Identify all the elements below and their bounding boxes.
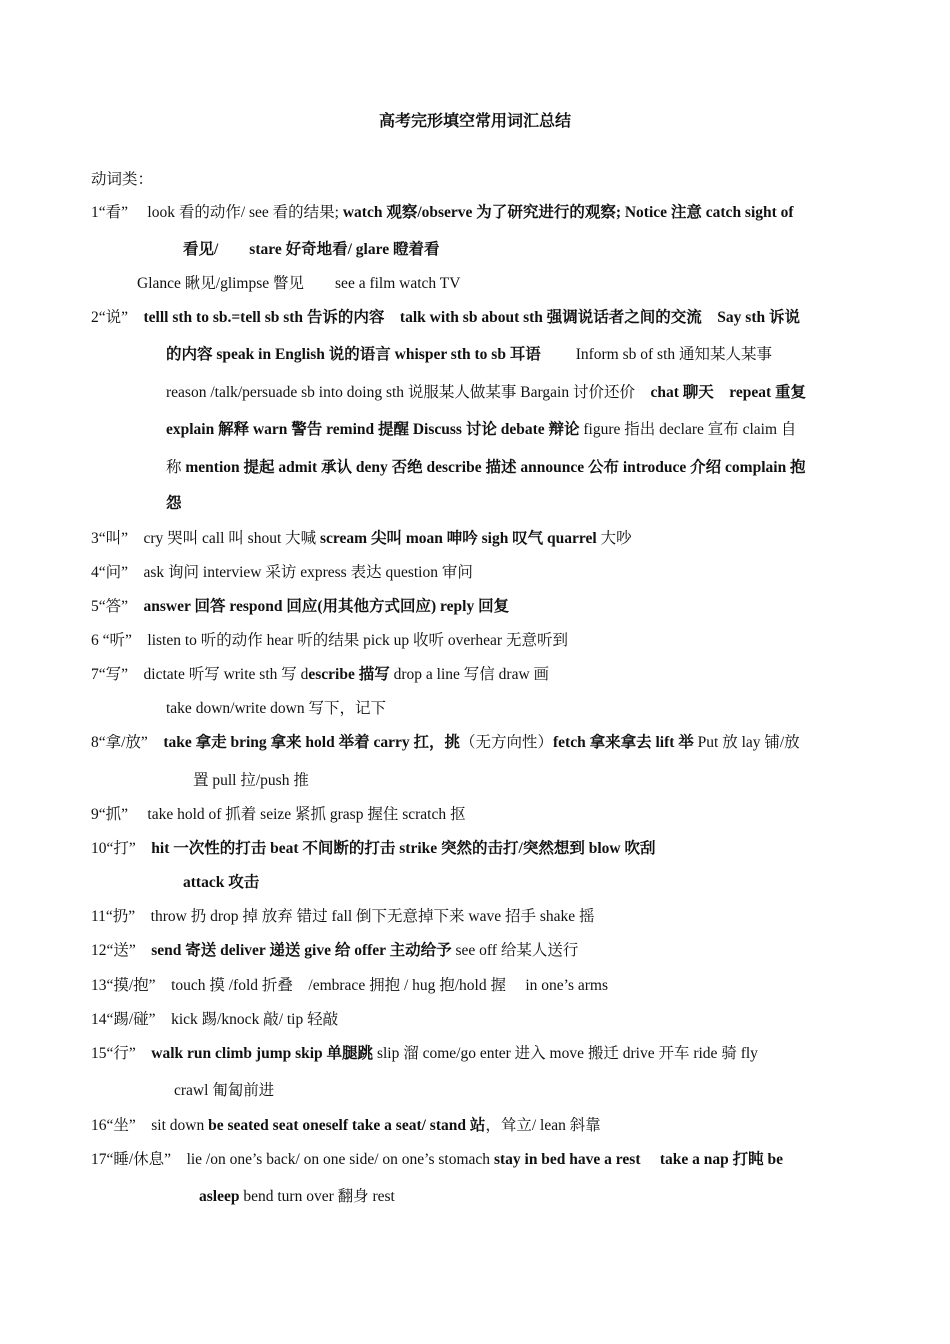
vocab-line [91,529,632,549]
line-text: 11“扔” throw 扔 drop 掉 放弃 错过 fall 倒下无意掉下来 wave 招手 shake 摇 [91,908,595,925]
line-text: Inform sb of sth 通知某人某事 [540,346,773,363]
vocab-line [91,308,800,328]
bold-term: watch 观察/observe 为了研究进行的观察; Notice 注意 catch sight of [342,204,794,221]
vocab-line [166,383,806,403]
line-text: 称 [166,459,186,476]
bold-term: be seated seat oneself take a seat/ stand 站 [208,1117,486,1134]
vocab-line [91,631,568,651]
bold-term: 的内容 speak in English 说的语言 whisper sth to sb 耳语 [166,346,541,363]
line-text: Glance 瞅见/glimpse 瞥见 see a film watch TV [137,275,461,292]
vocab-line [91,839,655,859]
vocab-line [91,907,595,927]
line-text: drop a line 写信 draw 画 [389,666,550,683]
line-text: 16“坐” sit down [91,1117,209,1134]
vocab-line [91,805,465,825]
bold-term: fetch 拿来拿去 lift 举 [553,734,694,751]
line-text: 4“问” ask 询问 interview 采访 express 表达 question 审问 [91,564,473,581]
line-text: reason /talk/persuade sb into doing sth 说服某人做某事 Bargain 讨价还价 [166,384,651,401]
bold-term: 看见/ stare 好奇地看/ glare 瞪着看 [183,241,440,258]
line-text: 1“看” look 看的动作/ see 看的结果; [91,204,343,221]
line-text: bend turn over 翻身 rest [239,1188,395,1205]
vocab-line [91,563,473,583]
line-text: 大吵 [596,530,632,547]
bold-term: send 寄送 deliver 递送 give 给 offer 主动给予 [151,942,452,959]
bold-term: attack 攻击 [183,874,260,891]
line-text: 10“打” [91,840,152,857]
line-text: 8“拿/放” [91,734,164,751]
line-text: 17“睡/休息” lie /on one’s back/ on one side/ on one’s stomach [91,1151,494,1168]
line-text: 14“踢/碰” kick 踢/knock 敲/ tip 轻敲 [91,1011,339,1028]
line-text: 9“抓” take hold of 抓着 seize 紧抓 grasp 握住 scratch 抠 [91,806,466,823]
vocab-line [91,1150,783,1170]
bold-term: escribe 描写 [308,666,390,683]
bold-term: 怨 [166,495,182,512]
vocab-line [166,345,772,365]
bold-term: asleep [199,1188,240,1205]
section-heading: 动词类： [91,171,154,188]
vocab-line [199,1187,395,1207]
vocab-line [166,458,806,478]
bold-term: chat 聊天 repeat 重复 [650,384,807,401]
vocab-line [166,420,796,440]
line-text: 13“摸/抱” touch 摸 /fold 折叠 /embrace 拥抱 / hug 抱/hold 握 in one’s arms [91,977,609,994]
line-text: 7“写” dictate 听写 write sth 写 d [91,666,309,683]
line-text: 15“行” [91,1045,152,1062]
bold-term: answer 回答 respond 回应(用其他方式回应) reply 回复 [143,598,510,615]
vocab-line [166,699,386,719]
line-text: 6 “听” listen to 听的动作 hear 听的结果 pick up 收听 overhear 无意听到 [91,632,568,649]
bold-term: explain 解释 warn 警告 remind 提醒 Discuss 讨论 debate 辩论 [166,421,580,438]
vocab-line [166,494,182,514]
line-text: ，耸立/ lean 斜靠 [485,1117,601,1134]
line-text: see off 给某人送行 [451,942,579,959]
vocab-line [137,274,460,294]
vocab-line [91,597,509,617]
line-text: take down/write down 写下，记下 [166,700,386,717]
line-text: figure 指出 declare 宣布 claim 自 [579,421,797,438]
vocab-line [193,771,309,791]
bold-term: walk run climb jump skip 单腿跳 [151,1045,374,1062]
bold-term: scream 尖叫 moan 呻吟 sigh 叹气 quarrel [320,530,597,547]
vocab-line [91,976,608,996]
bold-term: hit 一次性的打击 beat 不间断的打击 strike 突然的击打/突然想到 blow 吹刮 [151,840,656,857]
line-text: crawl 匍匐前进 [174,1082,275,1099]
vocab-line [91,1044,758,1064]
document-title: 高考完形填空常用词汇总结 [378,113,571,130]
line-text: 3“叫” cry 哭叫 call 叫 shout 大喊 [91,530,321,547]
vocab-line [183,240,439,260]
vocab-line [183,873,259,893]
bold-term: stay in bed have a rest take a nap 打盹 be [493,1151,784,1168]
line-text: slip 溜 come/go enter 进入 move 搬迁 drive 开车 ride 骑 fly [373,1045,758,1062]
vocab-line [91,733,800,753]
line-text: 5“答” [91,598,144,615]
line-text: 12“送” [91,942,152,959]
vocab-line [91,1010,338,1030]
vocab-line [91,203,794,223]
vocab-line [174,1081,274,1101]
bold-term: take 拿走 bring 拿来 hold 举着 carry 扛，挑 [163,734,460,751]
vocab-line [91,1116,601,1136]
bold-term: mention 提起 admit 承认 deny 否绝 describe 描述 announce 公布 introduce 介绍 complain 抱 [185,459,806,476]
line-text: 置 pull 拉/push 推 [193,772,309,789]
line-text: 2“说” [91,309,144,326]
vocab-line [91,941,578,961]
vocab-line [91,665,549,685]
line-text: Put 放 lay 铺/放 [693,734,800,751]
line-text: （无方向性） [459,734,553,751]
bold-term: telll sth to sb.=tell sb sth 告诉的内容 talk with sb about sth 强调说话者之间的交流 Say sth 诉说 [143,309,800,326]
